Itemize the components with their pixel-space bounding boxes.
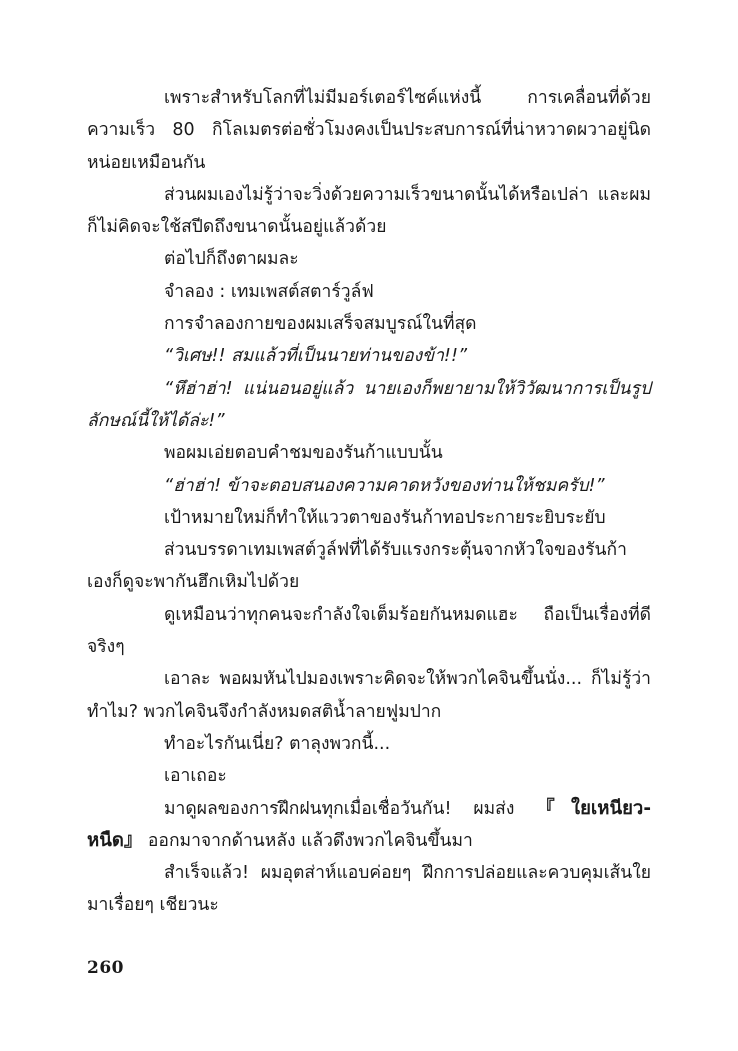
- dialogue-3: “ฮ่าฮ่า! ข้าจะตอบสนองความคาดหวังของท่านให้ชมครับ!”: [164, 475, 605, 496]
- paragraph-16: [87, 793, 651, 858]
- body-text: [87, 82, 651, 922]
- paragraph-10: เป้าหมายใหม่ก็ทำให้แววตาของรันก้าทอประกายระยิบระยับ: [164, 507, 606, 528]
- paragraph-11: ส่วนบรรดาเทมเพสต์วูล์ฟที่ได้รับแรงกระตุ้นจากหัวใจของรันก้าเองก็ดูจะพากันฮึกเหิมไปด้วย: [87, 540, 627, 593]
- paragraph-8: พอผมเอ่ยตอบคำชมของรันก้าแบบนั้น: [164, 443, 443, 464]
- paragraph-15: เอาเถอะ: [164, 766, 227, 787]
- page-number: 260: [87, 958, 124, 978]
- skill-name: 『ใยเหนียว-หนืด』: [87, 797, 651, 851]
- paragraph-14: ทำอะไรกันเนี่ย? ตาลุงพวกนี้...: [164, 733, 391, 754]
- dialogue-2: “หึฮ่าฮ่า! แน่นอนอยู่แล้ว นายเองก็พยายามให้วิวัฒนาการเป็นรูปลักษณ์นี้ให้ได้ล่ะ!”: [87, 378, 651, 431]
- paragraph-2: ส่วนผมเองไม่รู้ว่าจะวิ่งด้วยความเร็วขนาดนั้นได้หรือเปล่า และผมก็ไม่คิดจะใช้สปีดถึงขนาดนั้นอยู่แล้วด้วย: [87, 184, 651, 238]
- paragraph-4: จำลอง : เทมเพสต์สตาร์วูล์ฟ: [164, 281, 374, 302]
- paragraph-16-before: มาดูผลของการฝึกฝนทุกเมื่อเชื่อวันกัน! ผมส่ง: [164, 798, 537, 819]
- paragraph-17: สำเร็จแล้ว! ผมอุตส่าห์แอบค่อยๆ ฝึกการปล่อยและควบคุมเส้นใยมาเรื่อยๆ เชียวนะ: [87, 863, 651, 916]
- dialogue-1: “วิเศษ!! สมแล้วที่เป็นนายท่านของข้า!!”: [164, 346, 468, 367]
- paragraph-3: ต่อไปก็ถึงตาผมละ: [164, 249, 299, 270]
- paragraph-12: ดูเหมือนว่าทุกคนจะกำลังใจเต็มร้อยกันหมดแฮะ ถือเป็นเรื่องที่ดีจริงๆ: [87, 604, 651, 658]
- paragraph-16-after: ออกมาจากด้านหลัง แล้วดึงพวกไคจินขึ้นมา: [142, 830, 473, 851]
- paragraph-1: เพราะสำหรับโลกที่ไม่มีมอร์เตอร์ไซค์แห่งนี้ การเคลื่อนที่ด้วยความเร็ว 80 กิโลเมตรต่อชั่วโมงคงเป็นประสบการณ์ที่น่าหวาดผวาอยู่นิดหน่อยเหมือนกัน: [87, 88, 651, 173]
- paragraph-13: เอาละ พอผมหันไปมองเพราะคิดจะให้พวกไคจินขึ้นนั่ง... ก็ไม่รู้ว่าทำไม? พวกไคจินจึงกำลังหมดสติน้ำลายฟูมปาก: [87, 669, 651, 722]
- paragraph-5: การจำลองกายของผมเสร็จสมบูรณ์ในที่สุด: [164, 314, 477, 335]
